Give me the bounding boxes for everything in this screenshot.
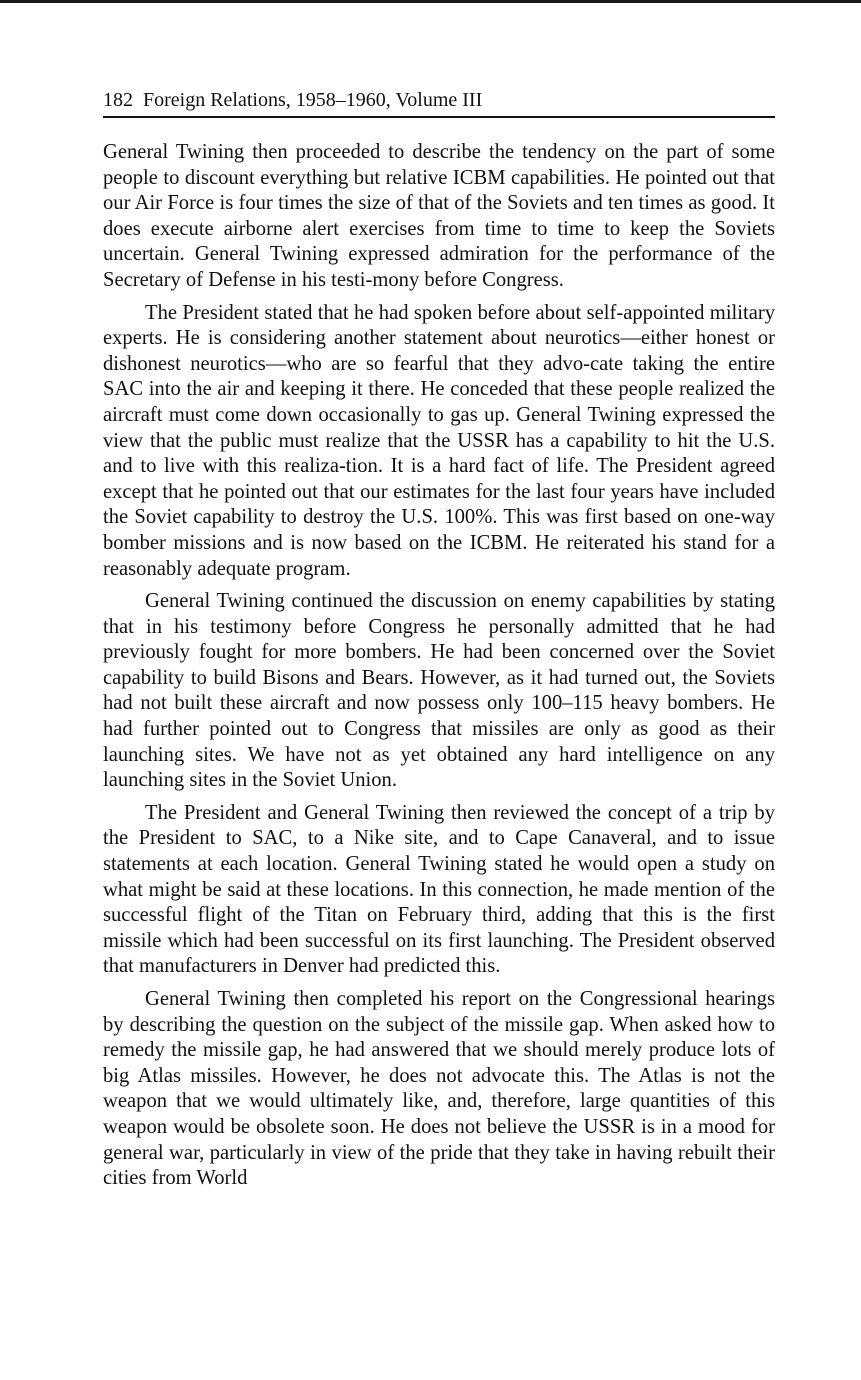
- running-head: [103, 84, 775, 118]
- page-number: 182: [103, 89, 133, 111]
- paragraph-2: The President stated that he had spoken before about self-appointed military experts. He is considering another statement about neurotics—either honest or dishonest neurotics—who are so fearful that they advo-cate taking the entire SAC into the air and keeping it there. He conceded that these people realized the aircraft must come down occasionally to gas up. General Twining expressed the view that the public must realize that the USSR has a capability to hit the U.S. and to live with this realiza-tion. It is a hard fact of life. The President agreed except that he pointed out that our estimates for the last four years have included the Soviet capability to destroy the U.S. 100%. This was first based on one-way bomber missions and is now based on the ICBM. He reiterated his stand for a reasonably adequate program.: [103, 301, 775, 580]
- document-page: [103, 84, 775, 1199]
- paragraph-4: The President and General Twining then reviewed the concept of a trip by the President to SAC, to a Nike site, and to Cape Canaveral, and to issue statements at each location. General Twining stated he would open a study on what might be said at these locations. In this connection, he made mention of the successful flight of the Titan on February third, adding that this is the first missile which had been successful on its first launching. The President observed that manufacturers in Denver had predicted this.: [103, 801, 775, 978]
- running-title: Foreign Relations, 1958–1960, Volume III: [143, 89, 483, 111]
- paragraph-5: General Twining then completed his report on the Congressional hearings by describing the question on the subject of the missile gap. When asked how to remedy the missile gap, he had answered that we should merely produce lots of big Atlas missiles. However, he does not advocate this. The Atlas is not the weapon that we would ultimately like, and, therefore, large quantities of this weapon would be obsolete soon. He does not believe the USSR is in a mood for general war, particularly in view of the pride that they take in having rebuilt their cities from World: [103, 988, 775, 1190]
- paragraph-1: General Twining then proceeded to describe the tendency on the part of some people to discount everything but relative ICBM capabilities. He pointed out that our Air Force is four times the size of that of the Soviets and ten times as good. It does execute airborne alert exercises from time to time to keep the Soviets uncertain. General Twining expressed admiration for the performance of the Secretary of Defense in his testi-mony before Congress.: [103, 141, 775, 291]
- paragraph-3: General Twining continued the discussion on enemy capabilities by stating that in his testimony before Congress he personally admitted that he had previously fought for more bombers. He had been concerned over the Soviet capability to build Bisons and Bears. However, as it had turned out, the Soviets had not built these aircraft and now possess only 100–115 heavy bombers. He had further pointed out to Congress that missiles are only as good as their launching sites. We have not as yet obtained any hard intelligence on any launching sites in the Soviet Union.: [103, 590, 775, 792]
- document-body: [103, 140, 775, 1192]
- scan-edge: [0, 0, 861, 3]
